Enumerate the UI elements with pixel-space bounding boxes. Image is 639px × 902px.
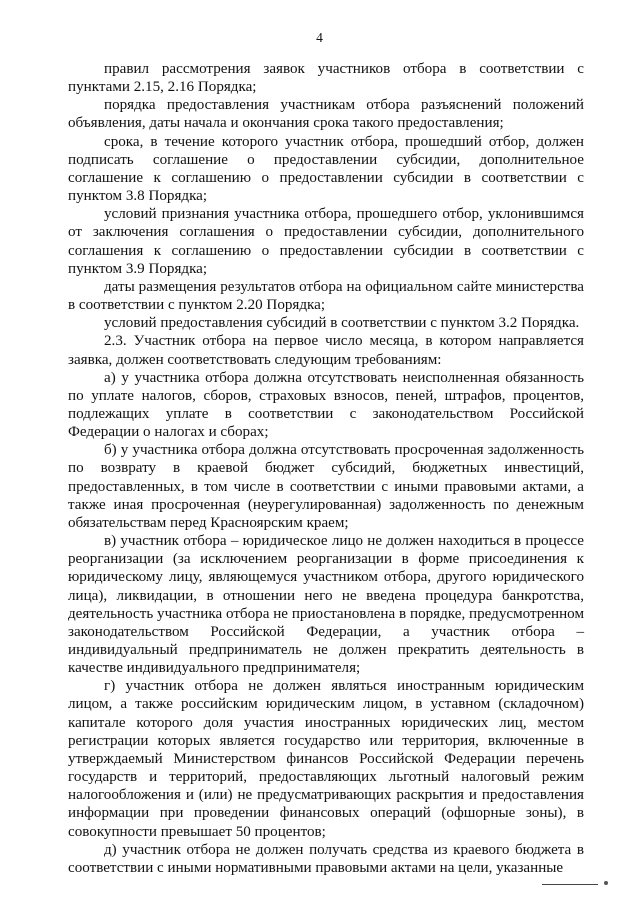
page-number: 4 [316, 30, 323, 45]
paragraph-agreement-signing-term: срока, в течение которого участник отбора, прошедший отбор, должен подписать соглашение о предоставлении субсидии, дополнительное соглашение к соглашению о предоставлении субсидии в соответствии с пунктом 3.8 Порядка; [68, 133, 584, 205]
paragraph-requirement-b: б) у участника отбора должна отсутствовать просроченная задолженность по возврату в краевой бюджет субсидий, бюджетных инвестиций, предоставленных, в том числе в соответствии с иными правовыми актами, а также иная просроченная (неурегулированная) задолженность по денежным обязательствам перед Красноярским краем; [68, 442, 584, 531]
paragraph-requirement-v: в) участник отбора – юридическое лицо не должен находиться в процессе реорганизации (за исключением реорганизации в форме присоединения к юридическому лицу, являющемуся участником отбора, другого юридического лица), ликвидации, в отношении него не введена процедура банкротства, деятельность участника отбора не приостановлена в порядке, предусмотренном законодательством Российской Федерации, а участник отбора – индивидуальный предприниматель не должен прекратить деятельность в качестве индивидуального предпринимателя; [68, 533, 584, 677]
paragraph-clarifications-procedure: порядка предоставления участникам отбора разъяснений положений объявления, даты начала и окончания срока такого предоставления; [68, 97, 584, 132]
document-body [68, 60, 584, 877]
paragraph-review-rules: правил рассмотрения заявок участников отбора в соответствии с пунктами 2.15, 2.16 Порядка; [68, 61, 584, 96]
paragraph-requirement-d: д) участник отбора не должен получать средства из краевого бюджета в соответствии с иными нормативными правовыми актами на цели, указанные [68, 841, 584, 876]
paragraph-clause-2-3: 2.3. Участник отбора на первое число месяца, в котором направляется заявка, должен соответствовать следующим требованиям: [68, 333, 584, 368]
paragraph-results-publication-dates: даты размещения результатов отбора на официальном сайте министерства в соответствии с пунктом 2.20 Порядка; [68, 278, 584, 314]
footer-mark [604, 881, 608, 885]
paragraph-requirement-a: а) у участника отбора должна отсутствовать неисполненная обязанность по уплате налогов, сборов, страховых взносов, пеней, штрафов, процентов, подлежащих уплате в соответствии с законодательством Российской Федерации о налогах и сборах; [68, 369, 584, 441]
paragraph-requirement-g: г) участник отбора не должен являться иностранным юридическим лицом, а также российским юридическим лицом, в уставном (складочном) капитале которого доля участия иностранных юридических лиц, местом регистрации которых является государство или территория, включенные в утверждаемый Министерством финансов Российской Федерации перечень государств и территорий, предоставляющих льготный налоговый режим налогообложения и (или) не предусматривающих раскрытия и предоставления информации при проведении финансовых операций (офшорные зоны), в совокупности превышает 50 процентов; [68, 678, 584, 840]
paragraph-evasion-conditions: условий признания участника отбора, прошедшего отбор, уклонившимся от заключения соглашения о предоставлении субсидии, дополнительного соглашения к соглашению о предоставлении субсидии в соответствии с пунктом 3.9 Порядка; [68, 206, 584, 277]
footer-rule [542, 884, 598, 885]
paragraph-subsidy-conditions: условий предоставления субсидий в соответствии с пунктом 3.2 Порядка. [104, 315, 580, 332]
